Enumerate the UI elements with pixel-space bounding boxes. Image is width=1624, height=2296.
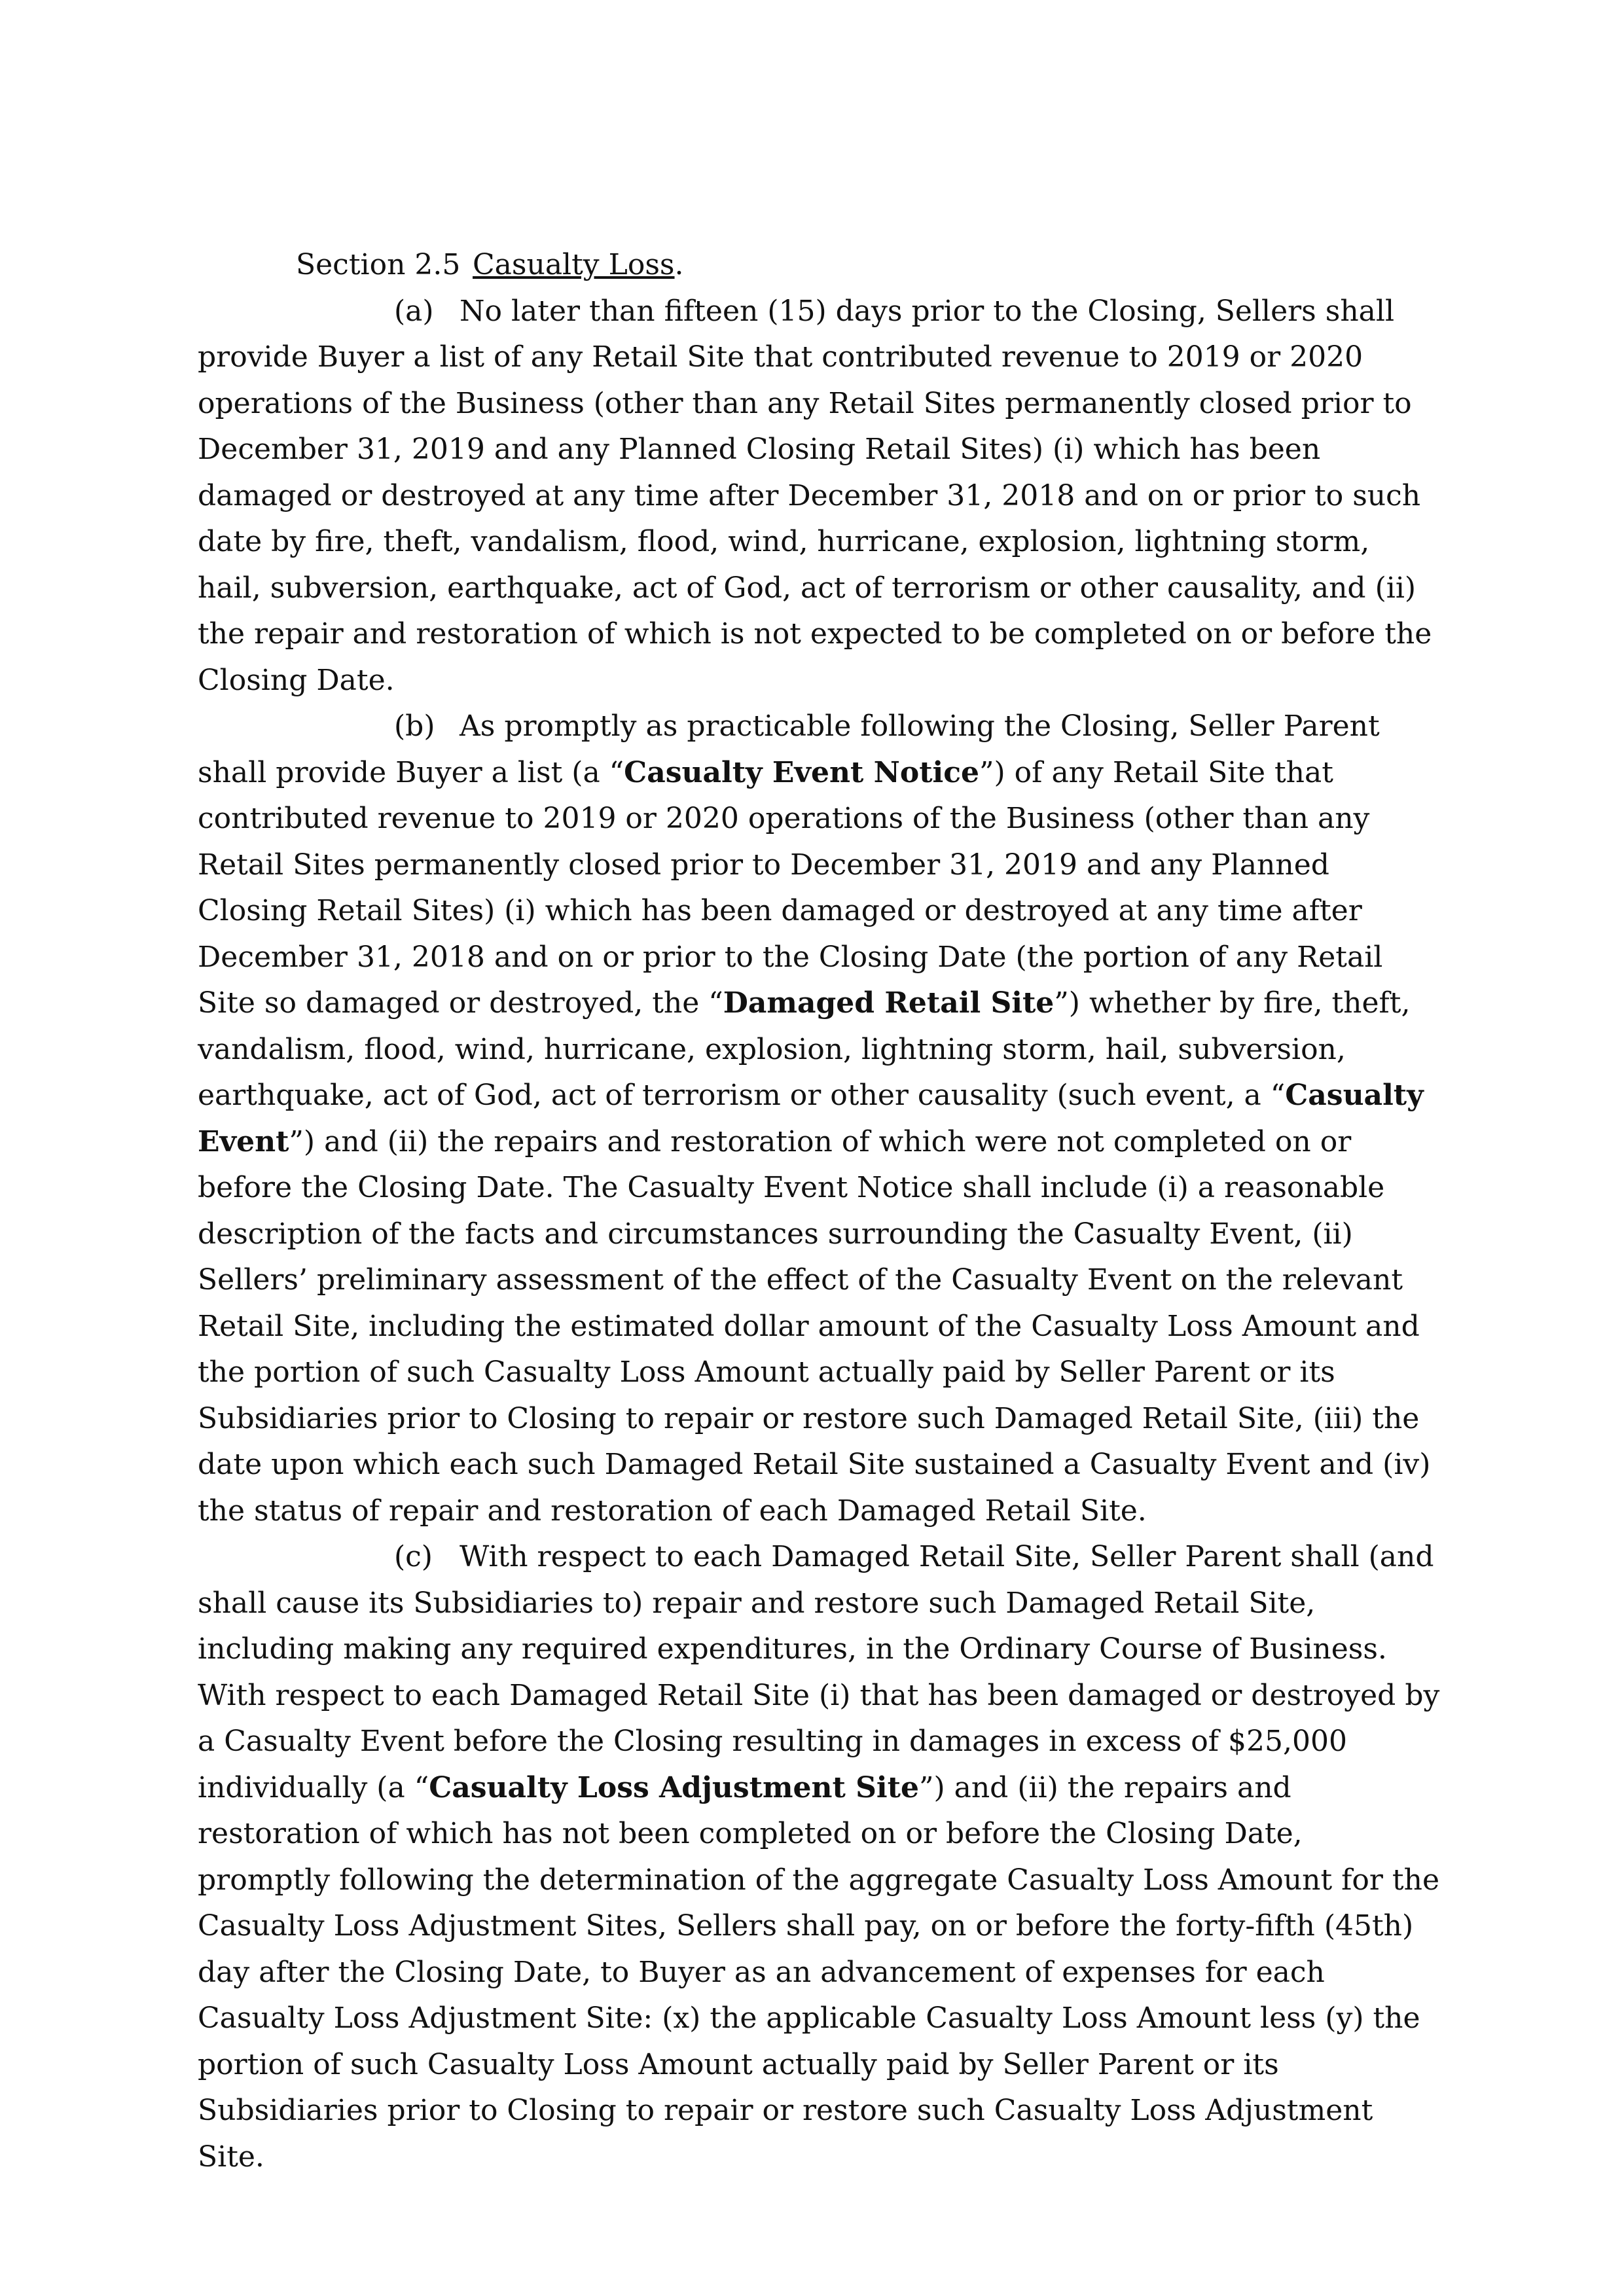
paragraph-label: (a) <box>394 294 434 328</box>
section-title: Casualty Loss <box>473 248 675 281</box>
defined-term: Casualty Loss Adjustment Site <box>429 1770 919 1804</box>
paragraph-b <box>198 704 1441 1534</box>
paragraph-text: As promptly as practicable following the Closing, Seller Parent shall provide Buyer a list (a “ <box>198 709 1380 789</box>
defined-term: Casualty Event Notice <box>624 755 980 789</box>
paragraph-a <box>198 289 1441 704</box>
paragraph-text: ”) and (ii) the repairs and restoration of which were not completed on or before the Closing Date. The Casualty Event Notice shall include (i) a reasonable description of the facts and circumstances surrounding the Casualty Event, (ii) Sellers’ preliminary assessment of the effect of the Casualty Event on the relevant Retail Site, including the estimated dollar amount of the Casualty Loss Amount and the portion of such Casualty Loss Amount actually paid by Seller Parent or its Subsidiaries prior to Closing to repair or restore such Damaged Retail Site, (iii) the date upon which each such Damaged Retail Site sustained a Casualty Event and (iv) the status of repair and restoration of each Damaged Retail Site. <box>198 1124 1431 1528</box>
document-body <box>198 242 1441 2180</box>
paragraph-text: No later than fifteen (15) days prior to the Closing, Sellers shall provide Buyer a list of any Retail Site that contributed revenue to 2019 or 2020 operations of the Business (other than any Retail Sites permanently closed prior to December 31, 2019 and any Planned Closing Retail Sites) (i) which has been damaged or destroyed at any time after December 31, 2018 and on or prior to such date by fire, theft, vandalism, flood, wind, hurricane, explosion, lightning storm, hail, subversion, earthquake, act of God, act of terrorism or other causality, and (ii) the repair and restoration of which is not expected to be completed on or before the Closing Date. <box>198 294 1432 697</box>
defined-term: Damaged Retail Site <box>723 986 1055 1020</box>
section-heading <box>198 242 1441 289</box>
paragraph-c <box>198 1534 1441 2180</box>
paragraph-label: (b) <box>394 709 435 743</box>
paragraph-label: (c) <box>394 1540 433 1573</box>
paragraph-text: ”) whether by fire, theft, vandalism, flood, wind, hurricane, explosion, lightning storm, hail, subversion, earthquake, act of God, act of terrorism or other causality (such event, a “ <box>198 986 1411 1112</box>
section-title-period: . <box>674 248 684 281</box>
paragraph-text: ”) and (ii) the repairs and restoration of which has not been completed on or before the Closing Date, promptly following the determination of the aggregate Casualty Loss Amount for the Casualty Loss Adjustment Sites, Sellers shall pay, on or before the forty-fifth (45th) day after the Closing Date, to Buyer as an advancement of expenses for each Casualty Loss Adjustment Site: (x) the applicable Casualty Loss Amount less (y) the portion of such Casualty Loss Amount actually paid by Seller Parent or its Subsidiaries prior to Closing to repair or restore such Casualty Loss Adjustment Site. <box>198 1770 1439 2174</box>
defined-term: Casualty Event <box>198 1079 1424 1158</box>
section-number: Section 2.5 <box>296 248 461 281</box>
paragraph-text: With respect to each Damaged Retail Site, Seller Parent shall (and shall cause its Subsidiaries to) repair and restore such Damaged Retail Site, including making any required expenditures, in the Ordinary Course of Business. With respect to each Damaged Retail Site (i) that has been damaged or destroyed by a Casualty Event before the Closing resulting in damages in excess of $25,000 individually (a “ <box>198 1540 1440 1804</box>
paragraph-text: ”) of any Retail Site that contributed revenue to 2019 or 2020 operations of the Business (other than any Retail Sites permanently closed prior to December 31, 2019 and any Planned Closing Retail Sites) (i) which has been damaged or destroyed at any time after December 31, 2018 and on or prior to the Closing Date (the portion of any Retail Site so damaged or destroyed, the “ <box>198 755 1383 1020</box>
